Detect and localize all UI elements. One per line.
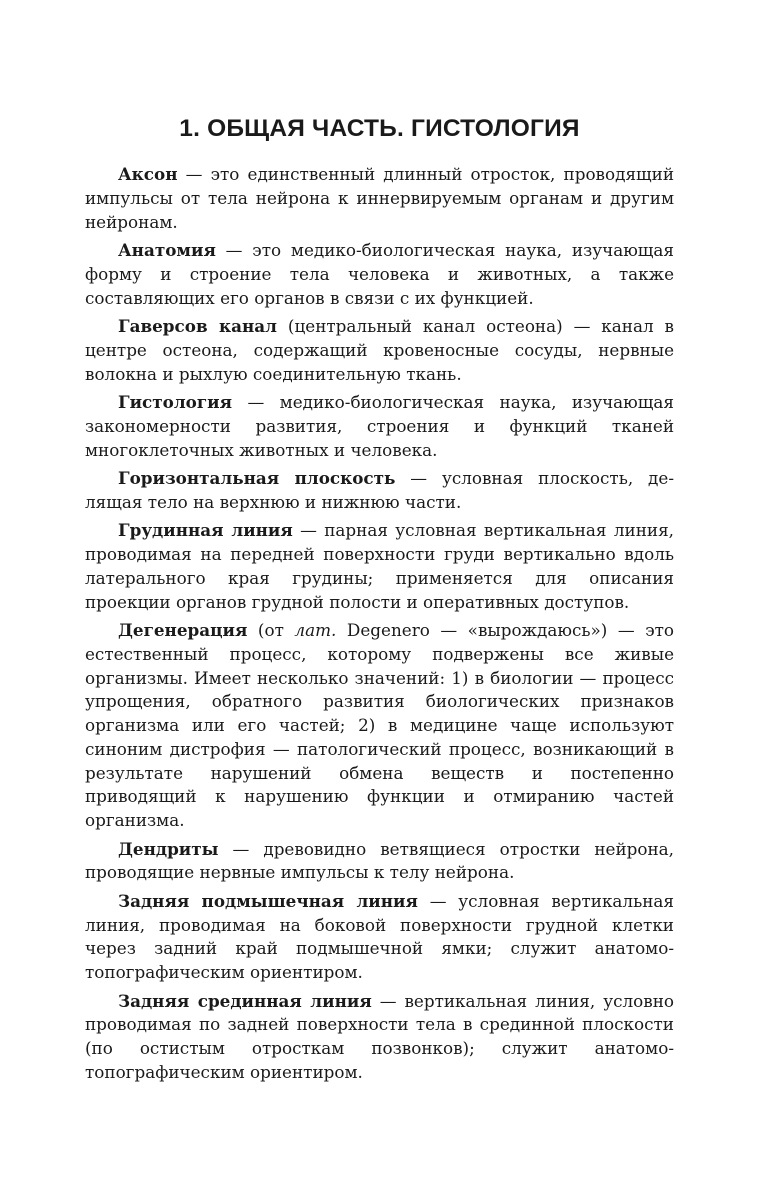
- entry-text: — условная вертикальная линия, проводимая на боковой поверхности грудной клетки через задний край подмышечной ямки; служит анатомо-топографическим ориентиром.: [85, 890, 675, 983]
- entry-term: Горизонтальная плоскость: [118, 467, 396, 488]
- entry-text: — это медико-биологическая наука, изучающая форму и строение тела человека и животных, а также составляющих его органов в связи с их функцией.: [85, 239, 674, 308]
- entry-term: Дегенерация: [118, 619, 248, 640]
- entry-term: Аксон: [118, 164, 178, 184]
- entry-text: — медико-биологическая наука, изучающая закономерности развития, строения и функций тканей многоклеточных животных и человека.: [85, 391, 674, 460]
- page-title: 1. ОБЩАЯ ЧАСТЬ. ГИСТОЛОГИЯ: [179, 115, 580, 142]
- entry-text: — парная условная вертикальная линия, проводимая на передней поверхности груди вертикально вдоль латерального края грудины; применяется для описания проекции органов грудной полости и оперативных доступов.: [85, 520, 674, 612]
- entry-term: Задняя подмышечная линия: [118, 890, 418, 911]
- entry-text: — это единственный длинный отросток, проводящий импульсы от тела нейрона к иннервируемым органам и другим нейронам.: [85, 164, 674, 232]
- entry-term: Гаверсов канал: [118, 315, 278, 336]
- entry-term: Анатомия: [118, 239, 216, 260]
- entry-term: Гистология: [118, 391, 232, 412]
- entry-text: (центральный канал остеона) — канал в центре остеона, содержащий кровеносные сосуды, нервные волокна и рыхлую соединительную ткань.: [85, 315, 674, 384]
- entry-text: — условная плоскость, делящая тело на верхнюю и нижнюю части.: [85, 467, 674, 512]
- entry-gaversov-kanal: [85, 315, 674, 386]
- entry-text: Degenero — «вырождаюсь») — это естественный процесс, которому подвержены все живые организмы. Имеет несколько значений: 1) в биологии — процесс упрощения, обратного развития биологических признаков организма или его частей; 2) в медицине чаще используют синоним дистрофия — патологический процесс, возникающий в результате нарушений обмена веществ и постепенно приводящий к нарушению функции и отмиранию частей организма.: [85, 619, 674, 831]
- entry-degeneratsiya: [85, 619, 674, 833]
- entry-text-before: (от: [247, 619, 295, 640]
- latin-abbreviation: лат.: [294, 619, 337, 640]
- entry-zadnyaya-sredinnaya-liniya: [85, 990, 674, 1085]
- entry-grudinnaya-liniya: [85, 519, 674, 614]
- entry-anatomiya: [85, 239, 674, 310]
- entry-gorizontalnaya-ploskost: [85, 467, 674, 515]
- entry-term: Дендриты: [118, 838, 219, 859]
- entry-zadnyaya-podmyshechnaya-liniya: [85, 890, 674, 985]
- entry-dendrity: [85, 838, 674, 886]
- entry-akson: [85, 163, 674, 234]
- entry-text: — вертикальная линия, условно проводимая по задней поверхности тела в срединной плоскости (по остистым отросткам позвонков); служит анатомо-топографическим ориентиром.: [85, 990, 674, 1083]
- entry-gistologiya: [85, 391, 674, 462]
- entry-text: — древовидно ветвящиеся отростки нейрона, проводящие нервные импульсы к телу нейрона.: [85, 838, 674, 883]
- page-content: [85, 112, 674, 1089]
- entry-term: Грудинная линия: [118, 520, 293, 541]
- entry-term: Задняя срединная линия: [118, 990, 372, 1011]
